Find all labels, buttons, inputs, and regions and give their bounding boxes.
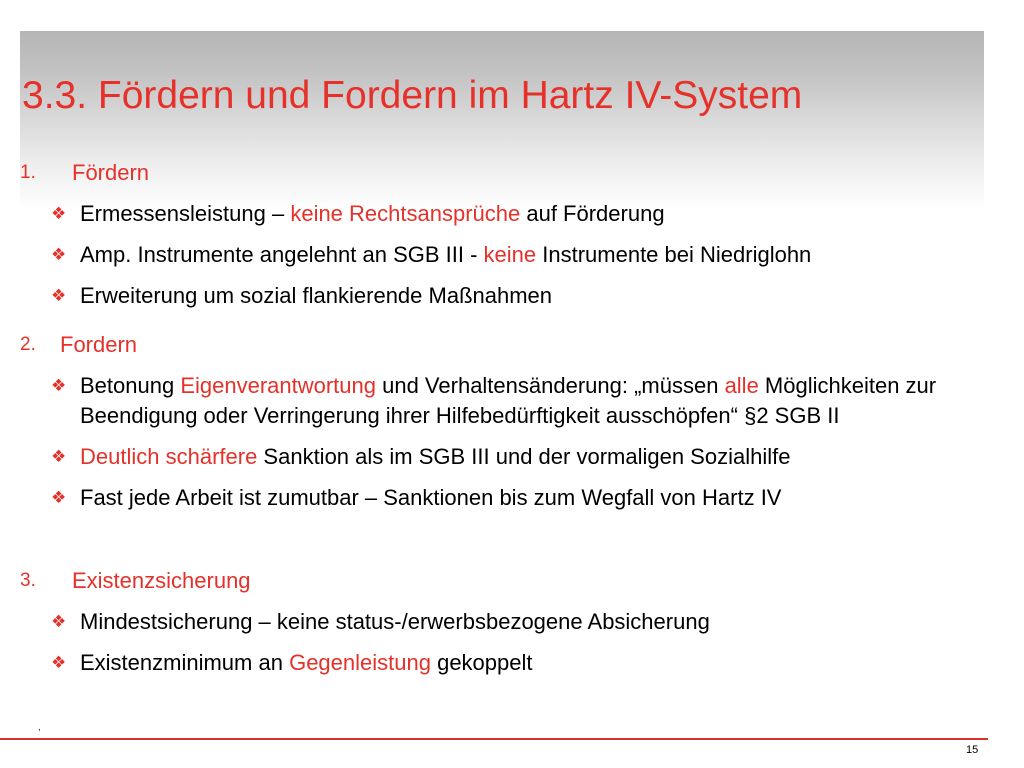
highlighted-phrase: alle [724, 373, 759, 398]
section-fordern [20, 330, 960, 513]
bullet-text [80, 281, 960, 311]
diamond-bullet-icon: ❖ [51, 653, 67, 672]
bullet-item [20, 648, 960, 678]
section-label: Fördern [72, 160, 150, 185]
bullet-list [20, 199, 960, 311]
text-run: auf Förderung [520, 201, 665, 226]
bullet-text [80, 607, 960, 637]
footer-mark: , [38, 722, 41, 733]
bullet-list [20, 371, 960, 513]
section-heading [20, 566, 960, 596]
text-run: und Verhaltensänderung: „müssen [376, 373, 725, 398]
diamond-bullet-icon: ❖ [51, 447, 67, 466]
bullet-item [20, 199, 960, 229]
bullet-text [80, 483, 960, 513]
section-number: 1. [20, 162, 36, 183]
diamond-bullet-icon: ❖ [51, 204, 67, 223]
bullet-item [20, 483, 960, 513]
bullet-text [80, 442, 960, 472]
footer-rule [0, 738, 988, 740]
bullet-text [80, 199, 960, 229]
bullet-item [20, 371, 960, 431]
section-label: Existenzsicherung [72, 568, 251, 593]
bullet-item [20, 240, 960, 270]
slide-title: 3.3. Fördern und Fordern im Hartz IV-System [22, 74, 803, 117]
text-run: Ermessensleistung – [80, 201, 291, 226]
page-number: 15 [966, 744, 979, 756]
section-foerdern [20, 158, 960, 311]
bullet-list [20, 607, 960, 678]
text-run: Mindestsicherung – keine status-/erwerbsbezogene Absicherung [80, 609, 710, 634]
text-run: gekoppelt [430, 650, 533, 675]
text-run: Möglichkeiten zur Beendigung oder Verringerung ihrer Hilfebedürftigkeit ausschöpfen“ §2 SGB II [80, 373, 937, 428]
diamond-bullet-icon: ❖ [51, 612, 67, 631]
text-run: Existenzminimum an [80, 650, 290, 675]
section-existenzsicherung [20, 566, 960, 678]
section-heading [20, 158, 960, 188]
highlighted-phrase: Deutlich schärfere [80, 444, 258, 469]
bullet-text [80, 371, 960, 431]
highlighted-phrase: keine Rechtsansprüche [290, 201, 521, 226]
bullet-item [20, 607, 960, 637]
diamond-bullet-icon: ❖ [51, 488, 67, 507]
diamond-bullet-icon: ❖ [51, 286, 67, 305]
text-run: Erweiterung um sozial flankierende Maßnahmen [80, 283, 553, 308]
highlighted-phrase: keine [483, 242, 537, 267]
text-run: Betonung [80, 373, 181, 398]
text-run: Amp. Instrumente angelehnt an SGB III - [80, 242, 484, 267]
section-number: 2. [20, 334, 36, 355]
section-heading [20, 330, 960, 360]
bullet-item [20, 281, 960, 311]
text-run: Sanktion als im SGB III und der vormaligen Sozialhilfe [257, 444, 791, 469]
text-run: Instrumente bei Niedriglohn [536, 242, 812, 267]
bullet-item [20, 442, 960, 472]
highlighted-phrase: Eigenverantwortung [180, 373, 376, 398]
section-label: Fordern [60, 332, 138, 357]
bullet-text [80, 648, 960, 678]
bullet-text [80, 240, 960, 270]
text-run: Fast jede Arbeit ist zumutbar – Sanktionen bis zum Wegfall von Hartz IV [80, 485, 782, 510]
diamond-bullet-icon: ❖ [51, 245, 67, 264]
highlighted-phrase: Gegenleistung [289, 650, 431, 675]
section-number: 3. [20, 570, 36, 591]
diamond-bullet-icon: ❖ [51, 376, 67, 395]
